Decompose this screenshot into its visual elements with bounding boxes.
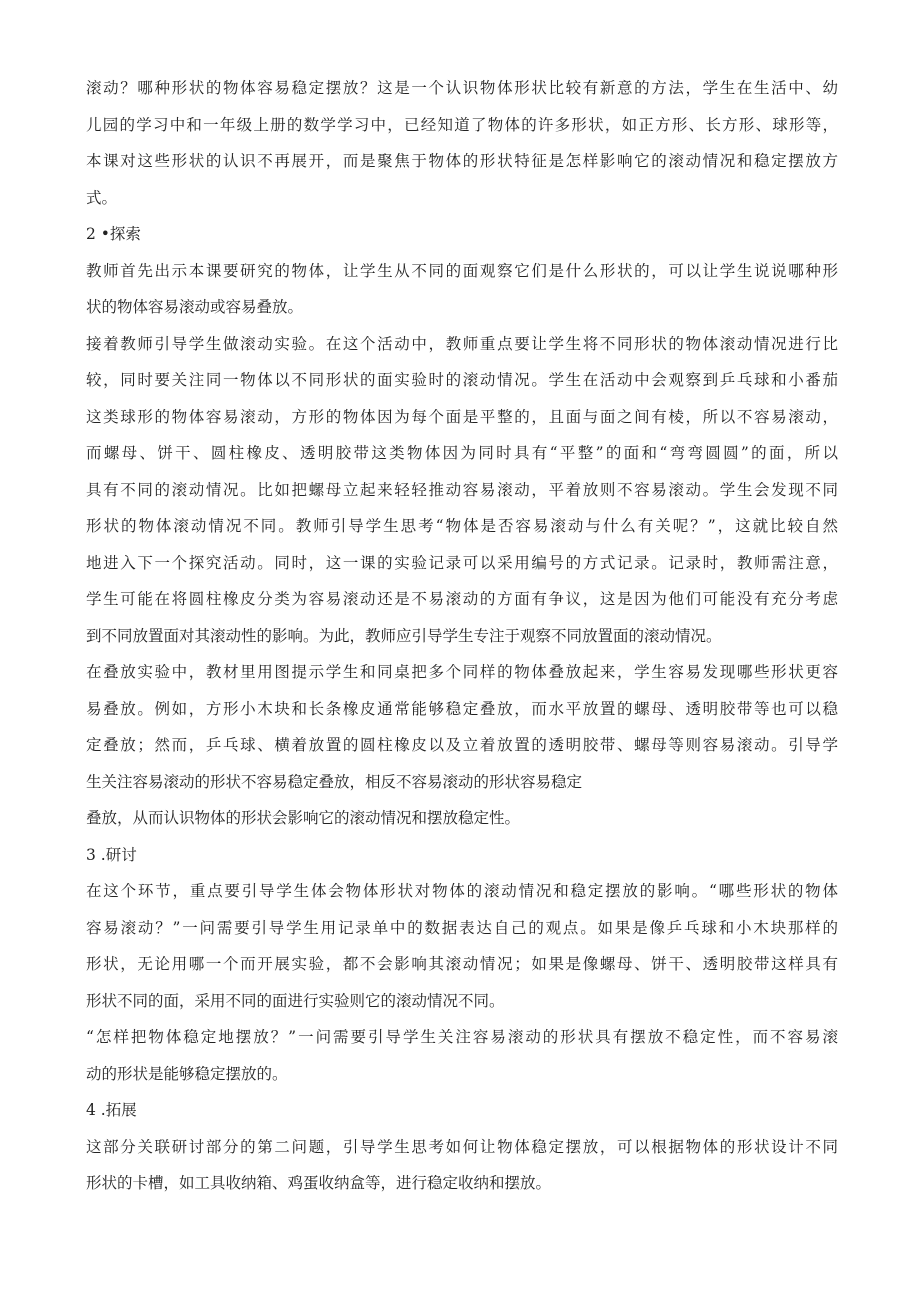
text-line: 形状，无论用哪一个而开展实验，都不会影响其滚动情况；如果是像螺母、饼干、透明胶带这样具有 bbox=[86, 955, 838, 973]
text-line: 这部分关联研讨部分的第二问题，引导学生思考如何让物体稳定摆放，可以根据物体的形状设计不同 bbox=[86, 1137, 838, 1156]
text-line: 在这个环节，重点要引导学生体会物体形状对物体的滚动情况和稳定摆放的影响。“哪些形状的物体 bbox=[86, 882, 838, 900]
section-heading-discuss: 3 .研讨 bbox=[86, 845, 137, 864]
text-line: 具有不同的滚动情况。比如把螺母立起来轻轻推动容易滚动，平着放则不容易滚动。学生会发现不同 bbox=[86, 480, 838, 499]
section-heading-explore: 2 •探索 bbox=[86, 225, 141, 243]
text-line: 状的物体容易滚动或容易叠放。 bbox=[86, 298, 304, 316]
text-line: 学生可能在将圆柱橡皮分类为容易滚动还是不易滚动的方面有争议，这是因为他们可能没有充分考虑 bbox=[86, 590, 838, 608]
text-line: 滚动？哪种形状的物体容易稳定摆放？这是一个认识物体形状比较有新意的方法，学生在生活中、幼 bbox=[86, 79, 838, 97]
text-line: 形状不同的面，采用不同的面进行实验则它的滚动情况不同。 bbox=[86, 991, 505, 1010]
text-line: 形状的物体滚动情况不同。教师引导学生思考“物体是否容易滚动与什么有关呢？”，这就比较自然 bbox=[86, 517, 838, 535]
text-line: 儿园的学习中和一年级上册的数学学习中，已经知道了物体的许多形状，如正方形、长方形、球形等， bbox=[86, 115, 838, 134]
text-line: 在叠放实验中，教材里用图提示学生和同桌把多个同样的物体叠放起来，学生容易发现哪些形状更容 bbox=[86, 663, 838, 681]
text-line: 易叠放。例如，方形小木块和长条橡皮通常能够稳定叠放，而水平放置的螺母、透明胶带等也可以稳 bbox=[86, 699, 838, 718]
document-page bbox=[86, 70, 838, 1202]
section-heading-extend: 4 .拓展 bbox=[86, 1101, 137, 1119]
text-line: 教师首先出示本课要研究的物体，让学生从不同的面观察它们是什么形状的，可以让学生说说哪种形 bbox=[86, 261, 838, 280]
text-line: 而螺母、饼干、圆柱橡皮、透明胶带这类物体因为同时具有“平整”的面和“弯弯圆圆”的面，所以 bbox=[86, 444, 838, 462]
text-line: 接着教师引导学生做滚动实验。在这个活动中，教师重点要让学生将不同形状的物体滚动情况进行比 bbox=[86, 334, 838, 353]
text-line: “怎样把物体稳定地摆放？”一问需要引导学生关注容易滚动的形状具有摆放不稳定性，而不容易滚 bbox=[86, 1028, 838, 1046]
text-line: 叠放，从而认识物体的形状会影响它的滚动情况和摆放稳定性。 bbox=[86, 809, 521, 827]
text-line: 容易滚动？”一问需要引导学生用记录单中的数据表达自己的观点。如果是像乒乓球和小木块那样的 bbox=[86, 918, 838, 937]
text-line: 形状的卡槽，如工具收纳箱、鸡蛋收纳盒等，进行稳定收纳和摆放。 bbox=[86, 1174, 552, 1192]
text-line: 地进入下一个探究活动。同时，这一课的实验记录可以采用编号的方式记录。记录时，教师需注意， bbox=[86, 553, 838, 572]
text-line: 较，同时要关注同一物体以不同形状的面实验时的滚动情况。学生在活动中会观察到乒乓球和小番茄 bbox=[86, 371, 838, 389]
text-line: 式。 bbox=[86, 188, 118, 207]
text-line: 这类球形的物体容易滚动，方形的物体因为每个面是平整的，且面与面之间有棱，所以不容易滚动， bbox=[86, 407, 838, 426]
text-line: 定叠放；然而，乒乓球、横着放置的圆柱橡皮以及立着放置的透明胶带、螺母等则容易滚动。引导学 bbox=[86, 736, 838, 754]
text-line: 动的形状是能够稳定摆放的。 bbox=[86, 1064, 288, 1083]
text-line: 生关注容易滚动的形状不容易稳定叠放，相反不容易滚动的形状容易稳定 bbox=[86, 772, 583, 791]
text-line: 到不同放置面对其滚动性的影响。为此，教师应引导学生专注于观察不同放置面的滚动情况。 bbox=[86, 626, 722, 645]
text-line: 本课对这些形状的认识不再展开，而是聚焦于物体的形状特征是怎样影响它的滚动情况和稳定摆放方 bbox=[86, 152, 838, 170]
